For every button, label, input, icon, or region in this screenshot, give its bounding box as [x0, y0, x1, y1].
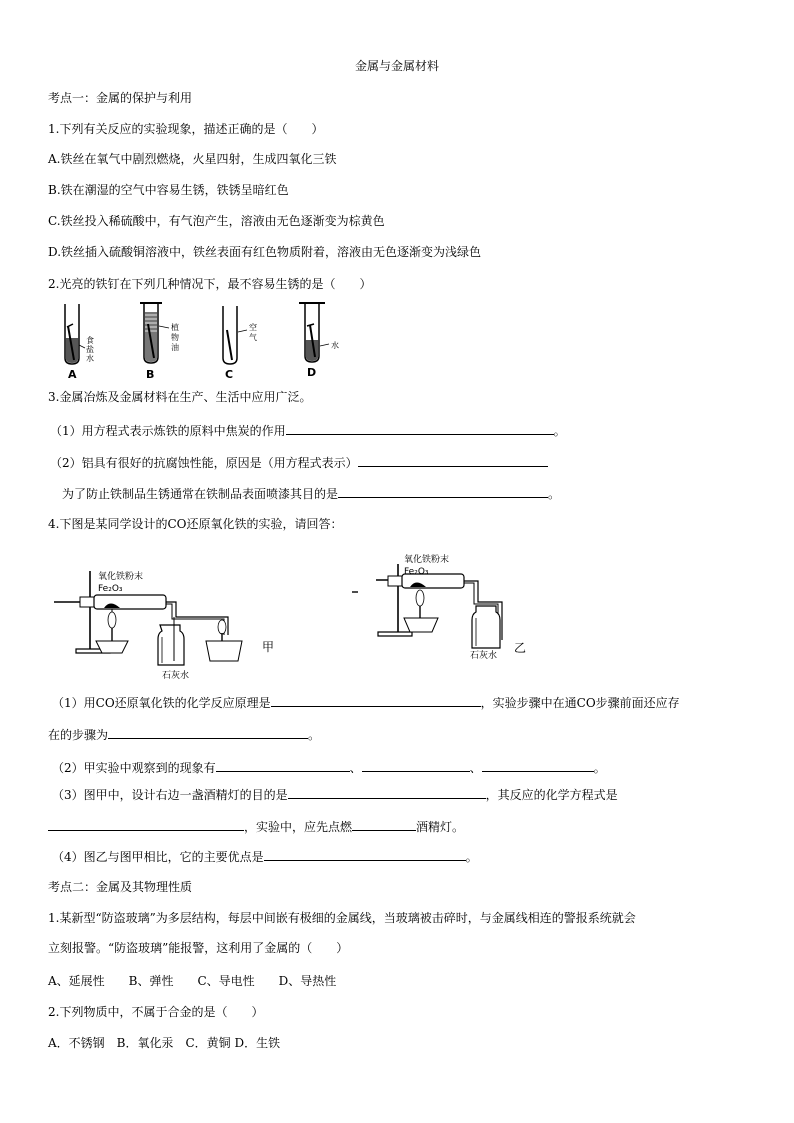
- q1-stem: 1.下列有关反应的实验现象，描述正确的是（ ）: [48, 122, 324, 136]
- tube-a-note-2: 盐: [86, 345, 94, 354]
- q3-stem: 3.金属冶炼及金属材料在生产、生活中应用广泛。: [48, 390, 312, 404]
- q3-part1: （1）用方程式表示炼铁的原料中焦炭的作用 。: [50, 424, 566, 438]
- yi-label: 乙: [514, 641, 527, 655]
- q3-part2: （2）铝具有很好的抗腐蚀性能，原因是（用方程式表示）: [50, 454, 548, 471]
- tube-a: [65, 304, 94, 381]
- q2-stem: 2.光亮的铁钉在下列几种情况下，最不容易生锈的是（ ）: [48, 277, 372, 291]
- section-heading-2: 考点二：金属及其物理性质: [48, 880, 193, 894]
- q4-part4: （4）图乙与图甲相比，它的主要优点是 。: [52, 850, 478, 864]
- tube-d-label: D: [307, 366, 317, 379]
- jia-label: 甲: [262, 640, 275, 654]
- test-tubes-figure: [55, 300, 375, 382]
- tube-b-label: B: [146, 368, 155, 381]
- answer-blank[interactable]: [264, 848, 466, 861]
- answer-blank[interactable]: [216, 759, 350, 772]
- tube-a-note-1: 食: [86, 336, 94, 345]
- s2-q1-stem-line2: 立刻报警。“防盗玻璃”能报警，这利用了金属的（ ）: [48, 941, 349, 955]
- page-title: 金属与金属材料: [354, 59, 439, 73]
- tube-c-note-1: 空: [249, 323, 257, 332]
- q4-part3-line2: ，实验中，应先点燃 酒精灯。: [48, 818, 464, 835]
- q4-part1-line1: （1）用CO还原氧化铁的化学反应原理是 ，实验步骤中在通CO步骤前面还应存: [52, 696, 680, 710]
- q4-part2: （2）甲实验中观察到的现象有 、 、 。: [52, 761, 606, 775]
- q3-part3: 为了防止铁制品生锈通常在铁制品表面喷漆其目的是 。: [62, 487, 561, 501]
- tube-c-note-2: 气: [249, 333, 257, 342]
- tube-d-note: 水: [331, 341, 339, 350]
- q4-stem: 4.下图是某同学设计的CO还原氧化铁的实验，请回答：: [48, 517, 343, 531]
- answer-blank[interactable]: [271, 694, 481, 707]
- q4-part3-line1: （3）图甲中，设计右边一盏酒精灯的目的是 ，其反应的化学方程式是: [52, 788, 618, 802]
- s2-q2-stem: 2.下列物质中，不属于合金的是（ ）: [48, 1005, 264, 1019]
- tube-a-label: A: [68, 368, 77, 381]
- yi-limewater-label: 石灰水: [470, 651, 498, 661]
- tube-c: [223, 306, 257, 381]
- jia-fe2o3-label-1: 氧化铁粉末: [98, 572, 144, 582]
- q4-part1-line2: 在的步骤为 。: [48, 728, 321, 742]
- section-heading-1: 考点一：金属的保护与利用: [48, 91, 193, 105]
- tube-d: [299, 303, 339, 379]
- yi-fe2o3-label-2: Fe₂O₃: [404, 567, 429, 577]
- tube-b-note-3: 油: [171, 343, 179, 352]
- q1-option-c: C.铁丝投入稀硫酸中，有气泡产生，溶液由无色逐渐变为棕黄色: [48, 214, 385, 228]
- tube-a-note-3: 水: [86, 354, 94, 363]
- tube-b-note-1: 植: [171, 323, 179, 332]
- q1-option-d: D.铁丝插入硫酸铜溶液中，铁丝表面有红色物质附着，溶液由无色逐渐变为浅绿色: [48, 245, 482, 259]
- q1-option-a: A.铁丝在氧气中剧烈燃烧，火星四射，生成四氧化三铁: [48, 152, 337, 166]
- s2-q2-options: A．不锈钢 B．氧化汞 C．黄铜 D．生铁: [48, 1036, 281, 1050]
- tube-c-label: C: [225, 368, 234, 381]
- answer-blank[interactable]: [286, 422, 554, 435]
- answer-blank[interactable]: [362, 759, 470, 772]
- q1-option-b: B.铁在潮湿的空气中容易生锈，铁锈呈暗红色: [48, 183, 289, 197]
- s2-q1-stem-line1: 1.某新型“防盗玻璃”为多层结构，每层中间嵌有极细的金属线，当玻璃被击碎时，与金属线相连的警报系统就会: [48, 911, 636, 925]
- apparatus-yi-figure: [348, 548, 538, 670]
- answer-blank[interactable]: [358, 454, 548, 467]
- apparatus-jia-figure: [50, 565, 280, 685]
- jia-fe2o3-label-2: Fe₂O₃: [98, 584, 123, 594]
- tube-b-note-2: 物: [171, 333, 179, 342]
- answer-blank[interactable]: [352, 818, 416, 831]
- yi-fe2o3-label-1: 氧化铁粉末: [404, 555, 450, 565]
- answer-blank[interactable]: [48, 818, 244, 831]
- answer-blank[interactable]: [108, 726, 308, 739]
- s2-q1-options: A、延展性 B、弹性 C、导电性 D、导热性: [48, 974, 337, 988]
- tube-b: [140, 303, 179, 381]
- answer-blank[interactable]: [338, 485, 548, 498]
- answer-blank[interactable]: [482, 759, 594, 772]
- jia-limewater-label: 石灰水: [162, 671, 190, 681]
- answer-blank[interactable]: [288, 786, 486, 799]
